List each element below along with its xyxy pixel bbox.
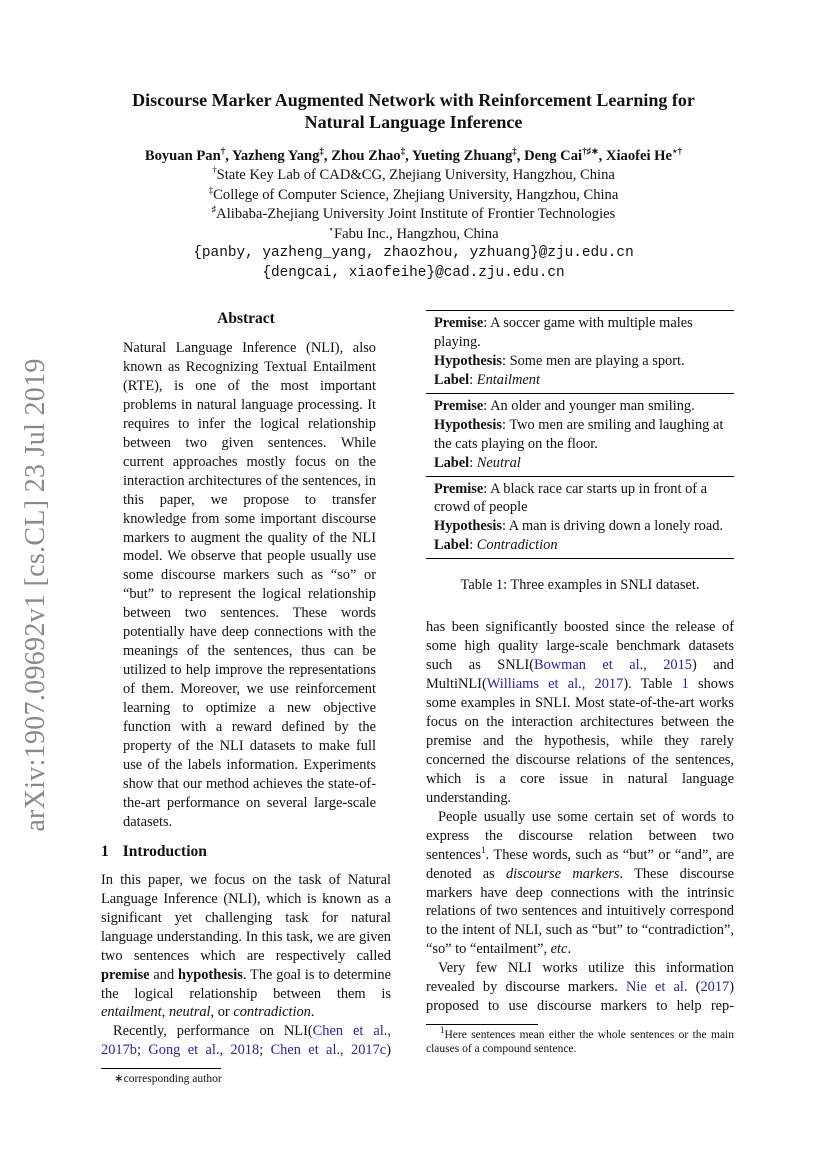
citation-link[interactable]: Williams et al., 2017 — [486, 676, 624, 693]
table-ref-link[interactable]: 1 — [681, 676, 689, 693]
author: Boyuan Pan† — [144, 146, 226, 164]
intro-left-column — [101, 871, 391, 1061]
abstract-heading: Abstract — [217, 310, 275, 327]
citation-link[interactable]: Chen et al., 2017c — [270, 1042, 387, 1059]
author: Deng Cai†♯∗ — [524, 146, 599, 164]
citation-link[interactable]: 2017 — [700, 979, 730, 996]
paragraph: has been significantly boosted since the release of some high quality large-scale benchmark datasets such as SNLI(Bowman et al., 2015) and MultiNLI(Williams et al., 2017). Table 1 shows some examples in SNLI. Most state-of-the-art works focus on the interaction architectures between the premise and the hypothesis, while they rarely concerned the discourse relations of the sentences, which is a core issue in natural language understanding. — [426, 619, 734, 806]
paper-title — [0, 89, 827, 133]
table-caption: Table 1: Three examples in SNLI dataset. — [460, 577, 700, 594]
citation-link[interactable]: Bowman et al., 2015 — [534, 657, 692, 674]
citation-link[interactable]: Chen et al., 2017b — [101, 1023, 391, 1059]
paragraph: People usually use some certain set of words to express the discourse relation between two sentences$^1$. These words, such as “but” or “and”, are denoted as discourse markers. These discourse markers have deep connections with the intrinsic relations of two sentences and intuitively correspond to the intent of NLI, such as “but” to “contradiction”, “so” to “entailment”, etc. — [426, 808, 734, 958]
affiliation: ⋆Fabu Inc., Hangzhou, China — [328, 223, 499, 242]
paragraph: Recently, performance on NLI(Chen et al., 2017b; Gong et al., 2018; Chen et al., 2017c) — [101, 1023, 391, 1059]
author: Yazheng Yang‡ — [231, 146, 324, 164]
paper-header — [0, 89, 827, 283]
abstract-text: Natural Language Inference (NLI), also known as Recognizing Textual Entailment (RTE), is one of the most important problems in natural language processing. It requires to infer the logical relationship between two given sentences. While current approaches mostly focus on the interaction architectures of the sentences, in this paper, we propose to transfer knowledge from some important discourse markers to augment the quality of the NLI model. We observe that people usually use some discourse markers such as “so” or “but” to represent the logical relationship between two sentences. These words potentially have deep connections with the meanings of the sentences, thus can be utilized to help improve the representations of them. Moreover, we use reinforcement learning to optimize a new objective function with a reward defined by the property of the NLI datasets to make full use of the labels information. Experiments show that our method achieves the state-of-the-art performance on several large-scale datasets. — [123, 340, 376, 830]
author-emails: {dengcai, xiaofeihe}@cad.zju.edu.cn — [262, 264, 565, 281]
arxiv-identifier: arXiv:1907.09692v1 [cs.CL] 23 Jul 2019 — [20, 358, 51, 832]
examples-table — [426, 311, 734, 559]
author: Yueting Zhuang‡ — [411, 146, 517, 164]
table-row: Premise: A soccer game with multiple males playing. Hypothesis: Some men are playing a sport. Label: Entailment — [426, 311, 734, 394]
affiliation: ‡College of Computer Science, Zhejiang University, Hangzhou, China — [208, 184, 619, 203]
paragraph: Very few NLI works utilize this information revealed by discourse markers. Nie et al. (2017) proposed to use discourse markers to help rep- — [426, 960, 735, 1015]
affiliation: ♯Alibaba-Zhejiang University Joint Institute of Frontier Technologies — [211, 204, 616, 222]
citation-link[interactable]: Nie et al. — [626, 979, 688, 996]
paragraph: In this paper, we focus on the task of Natural Language Inference (NLI), which is known as a significant yet challenging task for natural language understanding. In this task, we are given two sentences which are respectively called premise and hypothesis. The goal is to determine the logical relationship between them is entailment, neutral, or contradiction. — [101, 871, 391, 1021]
affiliation: †State Key Lab of CAD&CG, Zhejiang University, Hangzhou, China — [212, 165, 615, 183]
intro-right-column — [426, 618, 734, 1016]
section-heading-introduction: 1 Introduction — [101, 842, 207, 860]
footnote-ref[interactable]: 1 — [481, 844, 486, 855]
left-column — [101, 309, 391, 1086]
table-row: Premise: An older and younger man smiling. Hypothesis: Two men are smiling and laughing at the cats playing on the floor. Label: Neutral — [426, 394, 734, 477]
title-line: Discourse Marker Augmented Network with Reinforcement Learning for — [132, 90, 695, 110]
right-column — [426, 310, 734, 1056]
footnote-corresponding-author: ∗corresponding author — [114, 1073, 222, 1086]
author-list: Boyuan Pan†, Yazheng Yang‡, Zhou Zhao‡, Yueting Zhuang‡, Deng Cai†♯∗, Xiaofei He⋆† — [144, 146, 683, 164]
footnote-1: $^1$Here sentences mean either the whole sentences or the main clauses of a compound sentence. — [426, 1025, 734, 1055]
author: Xiaofei He⋆† — [605, 146, 683, 164]
title-line: Natural Language Inference — [304, 112, 523, 132]
table-row: Premise: A black race car starts up in front of a crowd of people Hypothesis: A man is driving down a lonely road. Label: Contradiction — [426, 477, 734, 560]
footnote-rule — [101, 1068, 221, 1069]
author: Zhou Zhao‡ — [331, 146, 406, 164]
citation-link[interactable]: Gong et al., 2018 — [148, 1042, 260, 1059]
author-emails: {panby, yazheng_yang, zhaozhou, yzhuang}@zju.edu.cn — [193, 245, 634, 261]
